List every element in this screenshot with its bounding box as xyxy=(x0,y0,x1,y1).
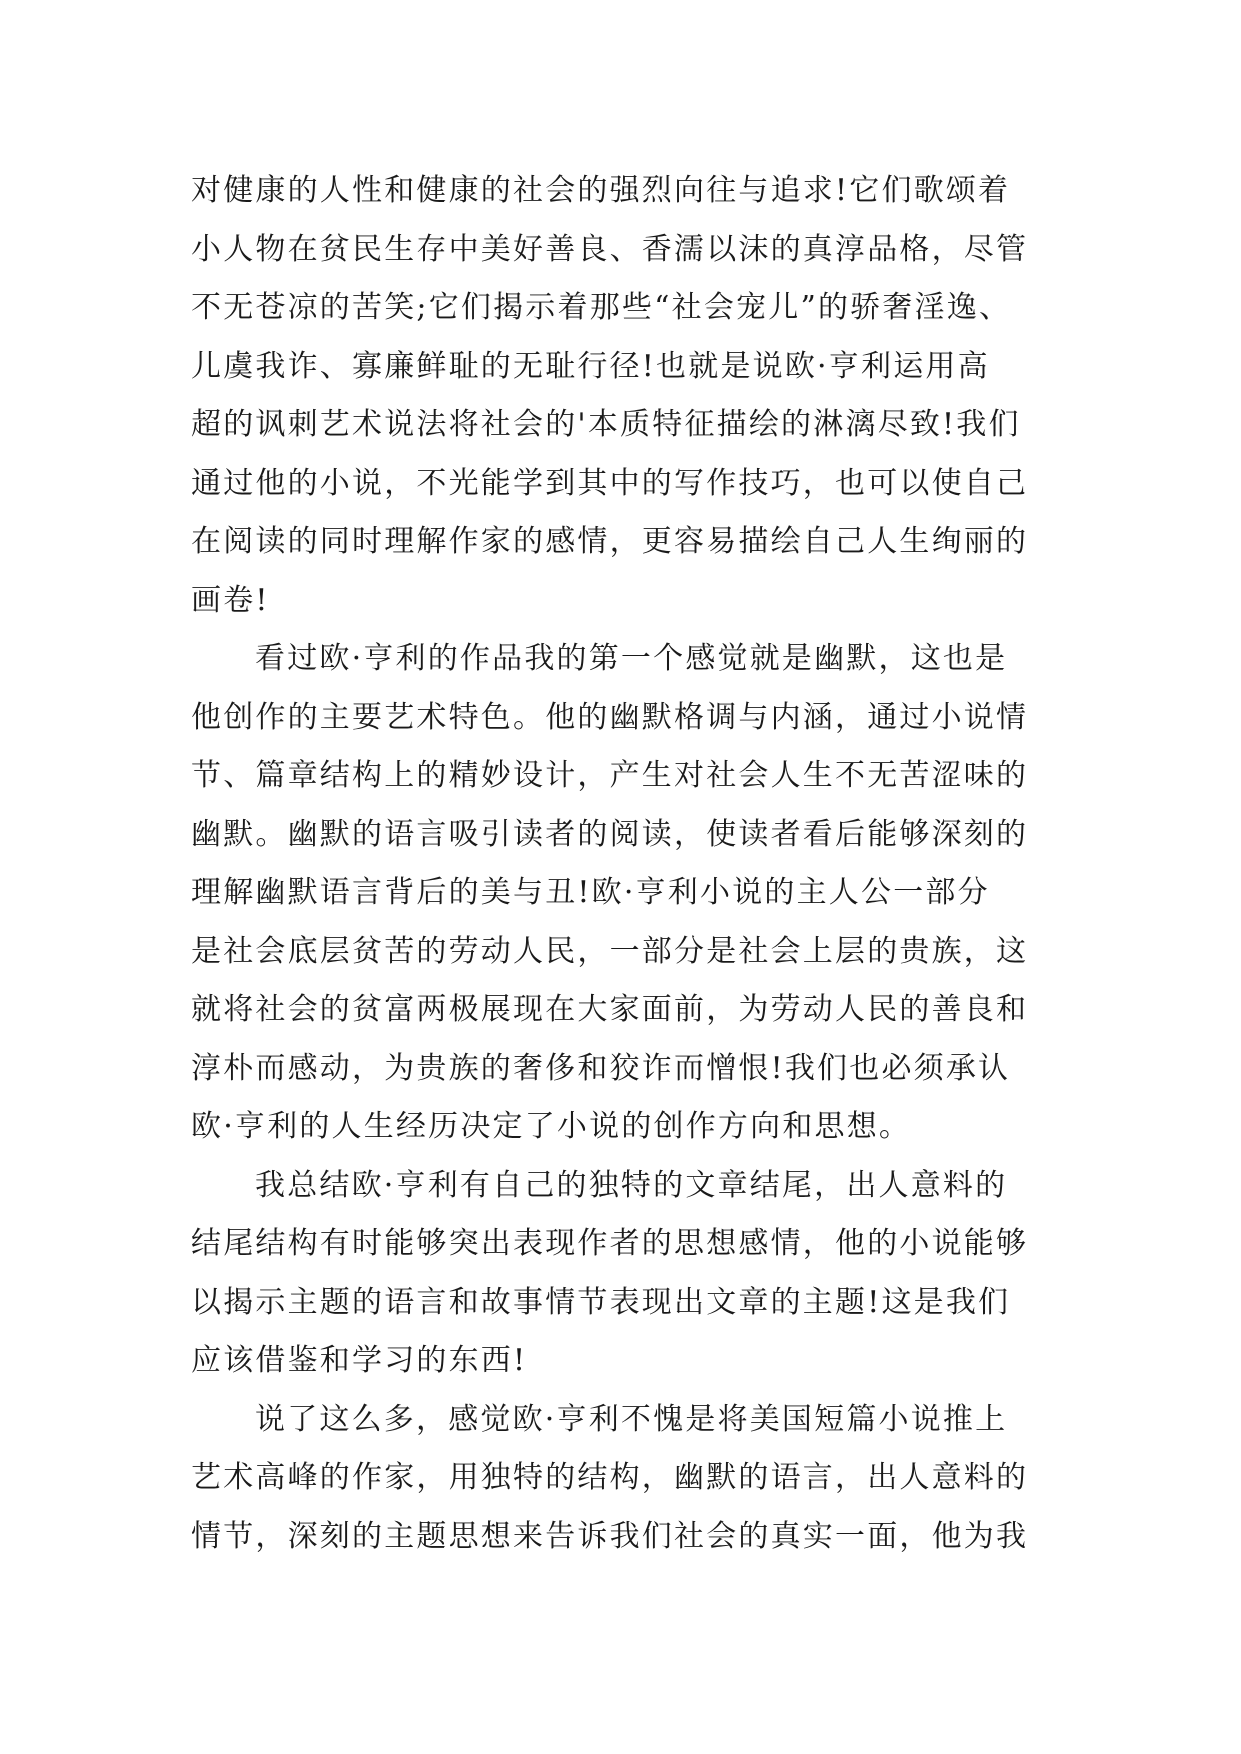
text-line: 不无苍凉的苦笑;它们揭示着那些“社会宠儿”的骄奢淫逸、 xyxy=(191,290,1012,325)
text-line: 欧·亨利的人生经历决定了小说的创作方向和思想。 xyxy=(191,1109,912,1144)
text-line: 超的讽刺艺术说法将社会的'本质特征描绘的淋漓尽致!我们 xyxy=(191,407,1021,442)
text-line: 我总结欧·亨利有自己的独特的文章结尾，出人意料的 xyxy=(255,1167,1008,1203)
text-line: 理解幽默语言背后的美与丑!欧·亨利小说的主人公一部分 xyxy=(191,875,990,910)
text-line: 就将社会的贫富两极展现在大家面前，为劳动人民的善良和 xyxy=(191,992,1029,1027)
text-line: 儿虞我诈、寡廉鲜耻的无耻行径!也就是说欧·亨利运用高 xyxy=(191,348,990,384)
text-line: 看过欧·亨利的作品我的第一个感觉就是幽默，这也是 xyxy=(255,641,1008,676)
document-body xyxy=(191,162,1071,1566)
text-line: 说了这么多，感觉欧·亨利不愧是将美国短篇小说推上 xyxy=(255,1401,1008,1437)
text-line: 艺术高峰的作家，用独特的结构，幽默的语言，出人意料的 xyxy=(191,1460,1029,1495)
text-line: 对健康的人性和健康的社会的强烈向往与追求!它们歌颂着 xyxy=(191,173,1011,208)
text-line: 淳朴而感动，为贵族的奢侈和狡诈而憎恨!我们也必须承认 xyxy=(191,1050,1011,1086)
text-line: 幽默。幽默的语言吸引读者的阅读，使读者看后能够深刻的 xyxy=(191,816,1029,852)
text-line: 他创作的主要艺术特色。他的幽默格调与内涵，通过小说情 xyxy=(191,699,1029,735)
text-line: 结尾结构有时能够突出表现作者的思想感情，他的小说能够 xyxy=(191,1226,1029,1261)
text-line: 是社会底层贫苦的劳动人民，一部分是社会上层的贵族，这 xyxy=(191,933,1029,969)
text-line: 小人物在贫民生存中美好善良、香濡以沫的真淳品格，尽管 xyxy=(191,231,1029,267)
text-line: 节、篇章结构上的精妙设计，产生对社会人生不无苦涩味的 xyxy=(191,758,1029,793)
text-line: 画卷! xyxy=(191,582,270,618)
text-line: 以揭示主题的语言和故事情节表现出文章的主题!这是我们 xyxy=(191,1284,1011,1320)
text-line: 情节，深刻的主题思想来告诉我们社会的真实一面，他为我 xyxy=(191,1518,1029,1554)
text-line: 通过他的小说，不光能学到其中的写作技巧，也可以使自己 xyxy=(191,465,1029,501)
text-line: 在阅读的同时理解作家的感情，更容易描绘自己人生绚丽的 xyxy=(191,524,1029,559)
text-line: 应该借鉴和学习的东西! xyxy=(191,1343,528,1378)
